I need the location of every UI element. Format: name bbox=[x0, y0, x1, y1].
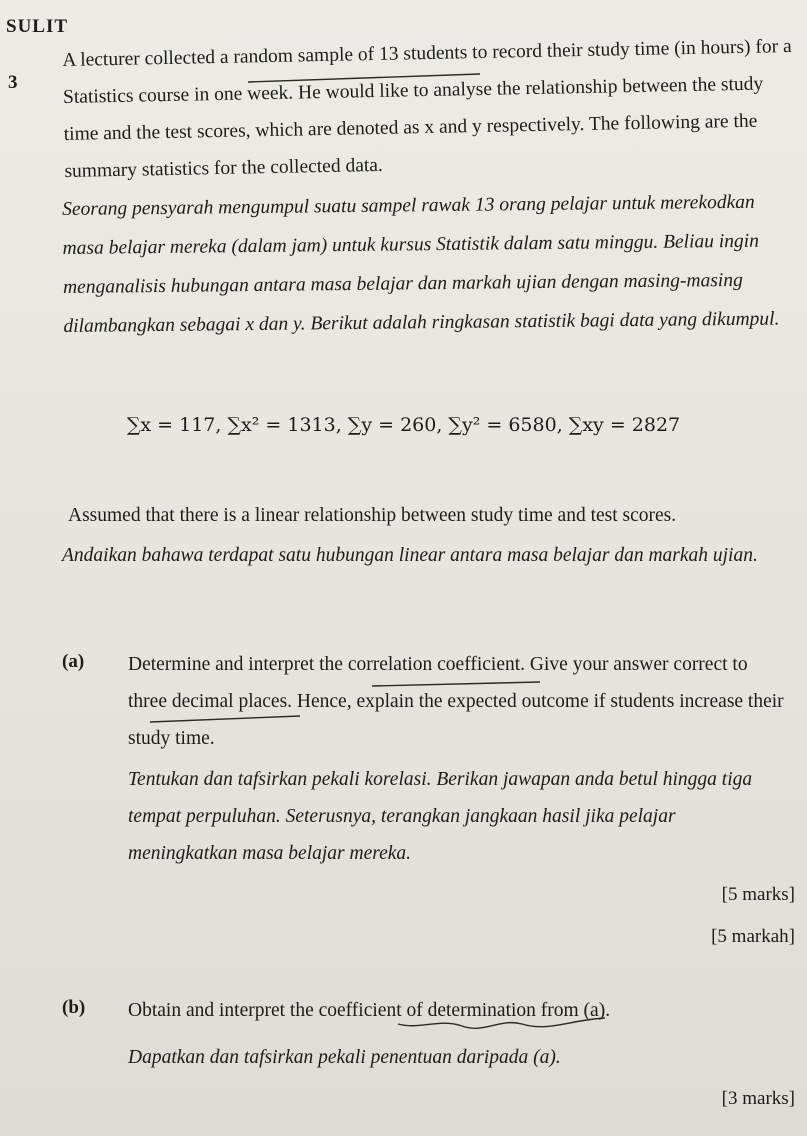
part-b-label: (b) bbox=[62, 997, 86, 1018]
summary-statistics: ∑x = 117, ∑x² = 1313, ∑y = 260, ∑y² = 6580, ∑xy = 2827 bbox=[126, 414, 681, 436]
part-b-text-english: Obtain and interpret the coefficient of determination from (a). bbox=[128, 1000, 611, 1021]
part-a-marks-english: [5 marks] bbox=[721, 884, 795, 905]
part-a-text-english: Determine and interpret the correlation coefficient. Give your answer correct to three decimal places. Hence, explain the expected outcome if students increase their study time. bbox=[128, 654, 784, 749]
intro-english: A lecturer collected a random sample of 13 students to record their study time (in hours) for a Statistics course in one week. He would like to analyse the relationship between the study time and the test scores, which are denoted as x and y respectively. The following are the summary statistics for the collected data. bbox=[62, 35, 792, 182]
question-number: 3 bbox=[8, 72, 18, 93]
part-a-label: (a) bbox=[62, 651, 85, 672]
assumption-english: Assumed that there is a linear relationship between study time and test scores. bbox=[68, 505, 677, 526]
part-b-text-malay: Dapatkan dan tafsirkan pekali penentuan daripada (a). bbox=[128, 1047, 561, 1068]
intro-malay: Seorang pensyarah mengumpul suatu sampel rawak 13 orang pelajar untuk merekodkan masa belajar mereka (dalam jam) untuk kursus Statistik dalam satu minggu. Beliau ingin menganalisis hubungan antara masa belajar dan markah ujian dengan masing-masing dilambangkan sebagai x dan y. Berikut adalah ringkasan statistik bagi data yang dikumpul. bbox=[62, 191, 780, 337]
page-header: SULIT bbox=[6, 16, 69, 37]
part-a-marks-malay: [5 markah] bbox=[711, 926, 795, 947]
part-b-marks-english: [3 marks] bbox=[721, 1088, 795, 1109]
assumption-malay: Andaikan bahawa terdapat satu hubungan linear antara masa belajar dan markah ujian. bbox=[62, 545, 758, 566]
part-a-text-malay: Tentukan dan tafsirkan pekali korelasi. Berikan jawapan anda betul hingga tiga tempat perpuluhan. Seterusnya, terangkan jangkaan hasil jika pelajar meningkatkan masa belajar mereka. bbox=[128, 769, 753, 864]
